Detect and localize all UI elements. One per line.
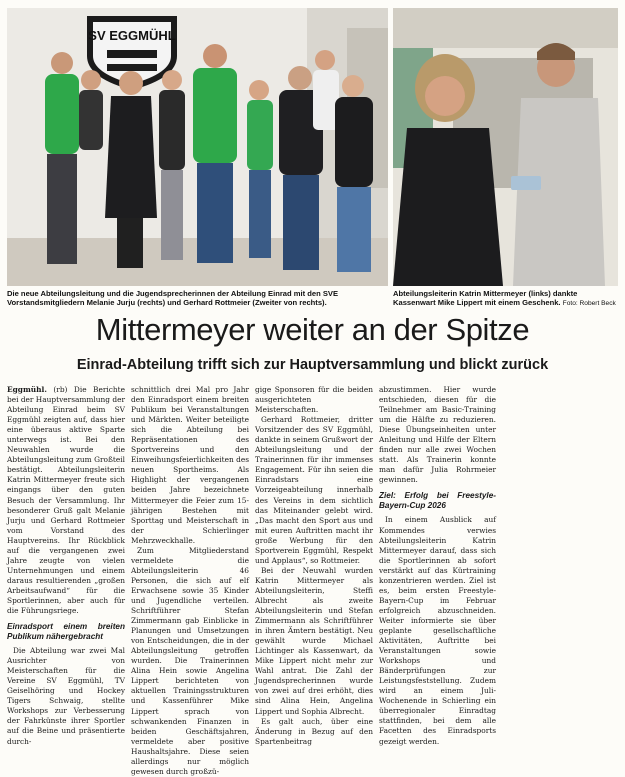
paragraph-text: (rb) Die Berichte bei der Hauptversammlung der Abteilung Einrad beim SV Eggmühl zeigten auf, dass hier eine überaus aktive Sparte unterwegs ist. Bei den Neuwahlen wurde die Abteilungsleitung zum Großteil bestätigt. Abteilungsleiterin Katrin Mittermeyer freute sich eingangs über den guten Besuch der Versammlung. Ihr besonderer Gruß galt Melanie Jurju und Gerhard Rottmeier vom Vorstand des Hauptvereins. Ihr Rückblick auf die vergangenen zwei Jahre zeugte von vielen Unternehmungen und einem daraus resultierenden „großen Arbeitsaufwand“ für die Sportlerinnen, aber auch für die Führungsriege. [7, 385, 126, 616]
article-headline: Mittermeyer weiter an der Spitze [95, 312, 530, 347]
article-column-2 [131, 385, 249, 776]
photo2-caption [393, 289, 618, 309]
club-sign-text: SV EGGMÜHL [88, 28, 176, 43]
article-paragraph [7, 385, 125, 616]
article-paragraph: Es galt auch, über eine Änderung in Bezug auf den Spartenbeitrag [255, 716, 373, 746]
article-paragraph: In einem Ausblick auf Kommendes verwies Abteilungsleiterin Katrin Mittermeyer darauf, dass sich die Sportlerinnen ab sofort verstärkt auf das Kürtraining konzentrieren werden. Ziel ist es, beim ersten Freestyle-Bayern-Cup im Februar erfolgreich abzuschneiden. Weiter informierte sie über geplante gesellschaftliche Aktivitäten, Auftritte bei Veranstaltungen sowie Workshops und Bänderprüfungen zur Leistungsfeststellung. Zudem wird an einem Juli-Wochenende in Schierling ein überregionaler Einradtag stattfinden, bei dem alle Facetten des Einradsports gezeigt werden. [379, 515, 496, 746]
gift-package [511, 176, 541, 190]
article-column-1 [7, 385, 126, 746]
article-paragraph: Bei der Neuwahl wurden Katrin Mittermeyer als Abteilungsleiterin, Steffi Albrecht als zweite Abteilungsleiterin und Stefan Zimmermann als Schriftführer in ihren Ämtern bestätigt. Neu gewählt wurde Michael Lichtinger als Kassenwart, da Mike Lippert nicht mehr zur Wahl antrat. Die Zahl der Jugendsprecherinnen wurde von zwei auf drei erhöht, dies sind Alina Hein, Angelina Lippert und Sophia Albrecht. [255, 565, 373, 716]
gift-photo [393, 8, 618, 286]
intertitle-2: Ziel: Erfolg bei Freestyle-Bayern-Cup 2026 [379, 491, 496, 511]
article-paragraph: Die Abteilung war zwei Mal Ausrichter von Meisterschaften für die Vereine SV Eggmühl, TV Geiselhöring und Hockey Tigers Schwaig, stellte Workshops zur Verbesserung der Fahrkünste ihrer Sportler auf die Beine und präsentierte durch- [7, 646, 125, 746]
photo2-caption-text: Abteilungsleiterin Katrin Mittermeyer (links) dankte Kassenwart Mike Lippert mit einem Geschenk. [393, 289, 578, 308]
photo-credit: Foto: Robert Beck [562, 300, 616, 308]
photo1-caption: Die neue Abteilungsleitung und die Jugendsprecherinnen der Abteilung Einrad mit den SVE Vorstandsmitgliedern Melanie Jurju (rechts) und Gerhard Rottmeier (Zweiter von rechts). [7, 289, 339, 308]
gift-photo-illustration [393, 8, 618, 286]
article-paragraph: schnittlich drei Mal pro Jahr den Einradsport einem breiten Publikum bei Veranstaltungen und Märkten. Weiter beteiligte sich die Abteilung bei Repräsentationen des Sportvereins und den Einweihungsfeierlichkeiten des neuen Sportheims. Als Highlight der vergangenen beiden Jahre bezeichnete Mittermeyer die Feier zum 15-jährigen Bestehen mit Sporttag und Meisterschaft in der Schierlinger Mehrzweckhalle. [131, 385, 249, 545]
group-photo-illustration [7, 8, 388, 286]
article-column-4 [379, 385, 496, 746]
article-paragraph: gige Sponsoren für die beiden ausgerichteten Meisterschaften. [255, 385, 373, 415]
location-dateline: Eggmühl. [7, 385, 47, 394]
group-photo [7, 8, 388, 286]
article-subheadline: Einrad-Abteilung trifft sich zur Hauptversammlung und blickt zurück [76, 357, 549, 373]
article-paragraph: abzustimmen. Hier wurde entschieden, diesen für die Teilnehmer am Basic-Training um die Hälfte zu reduzieren. Diese Übungseinheiten unter Anleitung und Hilfe der Eltern finden nur alle zwei Wochen statt. Als Trainerin konnte man dafür Julia Rohrmeier gewinnen. [379, 385, 496, 485]
article-paragraph: Zum Mitgliederstand vermeldete die Abteilungsleiterin 46 Personen, die sich auf elf Erwachsene sowie 35 Kinder und Jugendliche verteilen. Schriftführer Stefan Zimmermann gab Einblicke in Planungen und Umsetzungen von Entscheidungen, die in der Abteilungsleitung getroffen wurden. Die Trainerinnen Alina Hein sowie Angelina Lippert berichteten von aktuellen Trainingsstrukturen und Kassenführer Mike Lippert sprach von schwankenden Finanzen in beiden Geschäftsjahren, vermeldete aber positive Haushaltsjahre. Diese seien allerdings nur möglich gewesen durch großzü- [131, 545, 249, 776]
article-paragraph: Gerhard Rottmeier, dritter Vorsitzender des SV Eggmühl, dankte in seinem Grußwort der Abteilungsleitung und der Trainerinnen für ihr immenses Engagement. Für ihn seien die Einradstars eine Vorzeigeabteilung innerhalb des Vereins in dem sichtlich das Miteinander gelebt wird. „Das macht den Sport aus und mit euren Auftritten macht ihr große Werbung für den Sportverein Eggmühl, Respekt und Applaus“, so Rottmeier. [255, 415, 373, 565]
article-column-3 [255, 385, 373, 746]
intertitle-1: Einradsport einem breiten Publikum nähergebracht [7, 622, 125, 642]
